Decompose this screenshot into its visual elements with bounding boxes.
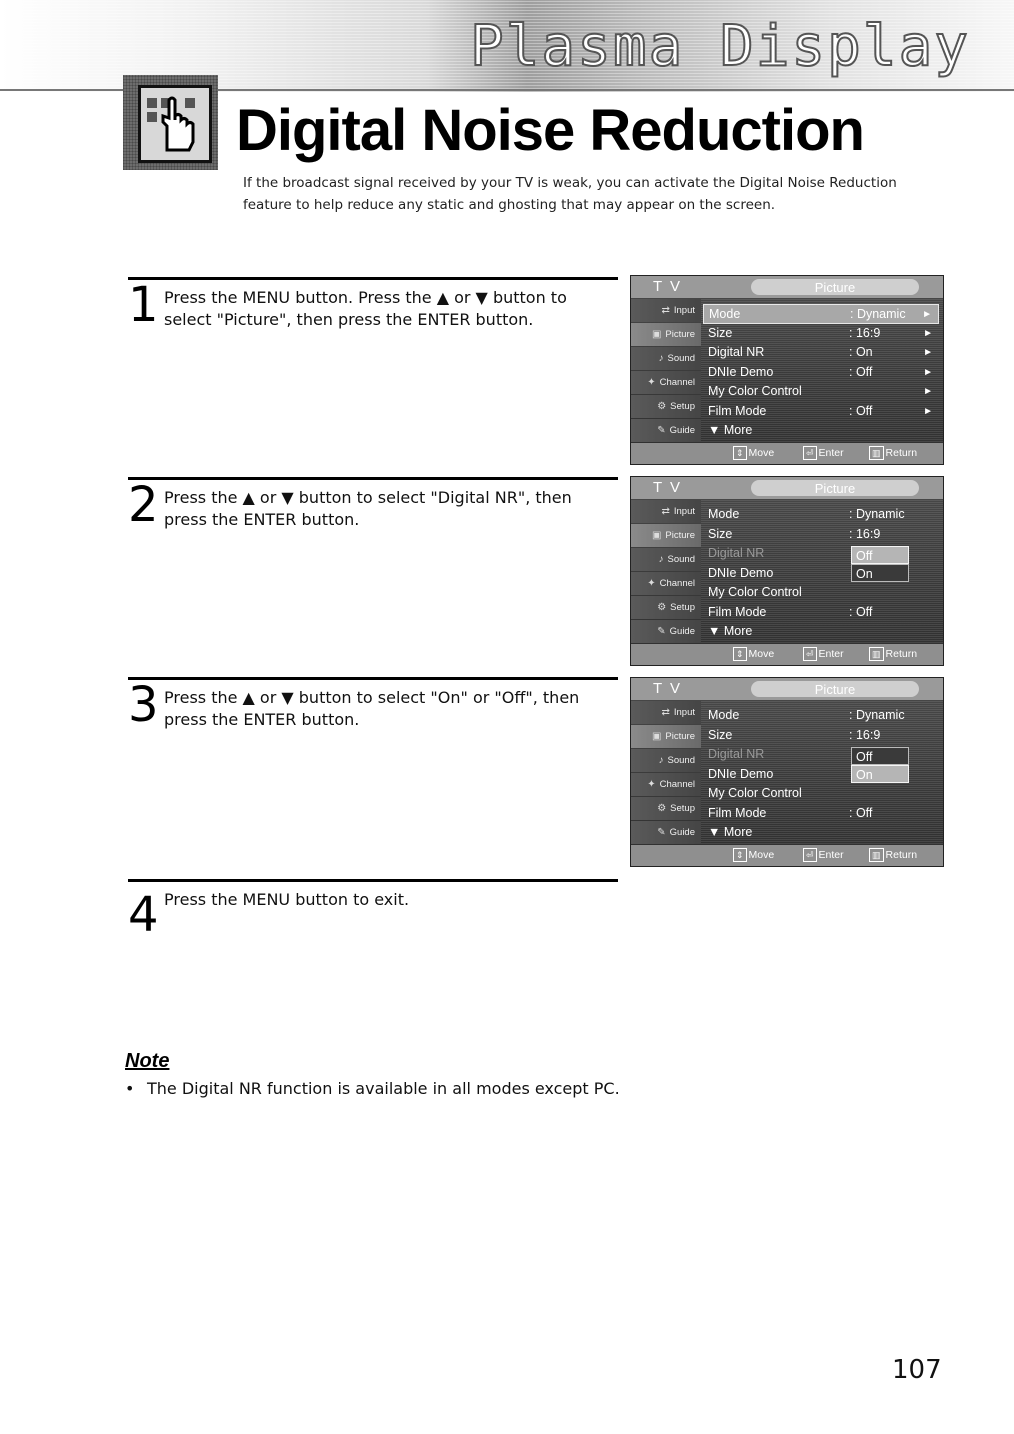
osd-row-more[interactable] (703, 622, 939, 642)
step-text: Press the ▲ or ▼ button to select "On" or "Off", then press the ENTER button. (164, 688, 580, 729)
osd-sidebar (631, 499, 701, 644)
note-heading: Note (125, 1050, 170, 1072)
osd-row-label: Digital NR (708, 546, 765, 560)
arrow-right-icon: ► (923, 347, 933, 358)
osd-tv-label: T V (653, 680, 683, 697)
note-list (125, 1078, 825, 1100)
osd-screen-2 (630, 476, 944, 666)
osd-sidebar-item-channel[interactable] (631, 572, 701, 595)
osd-sidebar-label: Picture (665, 329, 695, 340)
page-number: 107 (892, 1355, 942, 1385)
osd-row-value: : Off (849, 604, 873, 619)
osd-header (631, 477, 943, 499)
osd-sidebar-label: Channel (659, 779, 695, 790)
osd-sidebar-item-guide[interactable] (631, 620, 701, 643)
osd-row-value: : Off (849, 805, 873, 820)
osd-row-mode[interactable] (703, 304, 939, 324)
osd-footer-enter: ⏎ Enter (803, 443, 844, 464)
osd-sidebar-label: Setup (670, 602, 695, 613)
osd-footer-move: ⇕ Move (733, 443, 774, 464)
step-text: Press the MENU button to exit. (164, 890, 410, 909)
channel-icon: ✦ (647, 578, 656, 589)
input-icon: ⇄ (661, 707, 670, 718)
osd-row-my-color-control[interactable] (703, 784, 939, 804)
osd-footer-move: ⇕ Move (733, 845, 774, 866)
osd-sidebar (631, 298, 701, 443)
osd-footer-return: ▥ Return (869, 443, 917, 464)
osd-sidebar-label: Input (673, 707, 695, 718)
arrow-right-icon: ► (923, 366, 933, 378)
osd-row-value: : Dynamic (850, 307, 906, 321)
osd-sidebar-item-setup[interactable] (631, 797, 701, 820)
osd-row-label: Digital NR (708, 345, 765, 359)
osd-row-label: ▼ More (708, 423, 753, 437)
osd-row-more[interactable] (703, 823, 939, 843)
osd-sidebar-label: Setup (670, 401, 695, 412)
step-divider (128, 477, 618, 480)
osd-row-label: My Color Control (708, 384, 802, 398)
step-divider (128, 277, 618, 280)
osd-sidebar-label: Input (673, 305, 695, 316)
osd-sidebar-label: Input (673, 506, 695, 517)
osd-header (631, 678, 943, 700)
osd-row-label: Film Mode (708, 604, 767, 619)
step-divider (128, 677, 618, 680)
osd-row-value: : 16:9 (849, 727, 881, 742)
osd-row-label: Film Mode (708, 805, 767, 820)
return-icon: ▥ (869, 446, 884, 460)
step-number: 1 (128, 277, 159, 333)
osd-sidebar-item-input[interactable] (631, 500, 701, 523)
osd-option-off[interactable]: Off (851, 747, 909, 765)
osd-menu-list (703, 304, 939, 441)
osd-footer-return: ▥ Return (869, 644, 917, 665)
osd-sidebar-item-setup[interactable] (631, 596, 701, 619)
osd-option-on[interactable]: On (851, 564, 909, 582)
bullet-icon: • (125, 1079, 135, 1098)
step-text: Press the ▲ or ▼ button to select "Digital NR", then press the ENTER button. (164, 488, 572, 529)
osd-sidebar-item-guide[interactable] (631, 419, 701, 442)
osd-row-mode[interactable] (703, 706, 939, 726)
osd-row-film-mode[interactable] (703, 402, 939, 422)
osd-row-value: : Dynamic (849, 708, 905, 722)
osd-row-label: ▼ More (708, 624, 753, 638)
enter-icon: ⏎ (803, 647, 817, 661)
osd-row-value: : 16:9 (849, 325, 881, 340)
osd-row-label: My Color Control (708, 585, 802, 599)
sound-icon: ♪ (658, 353, 664, 364)
osd-menu-title: Picture (814, 280, 856, 295)
osd-sidebar-item-setup[interactable] (631, 395, 701, 418)
osd-row-label: Size (708, 325, 733, 340)
osd-row-value: : On (849, 345, 873, 359)
move-icon: ⇕ (733, 446, 747, 460)
osd-sidebar (631, 700, 701, 845)
osd-sidebar-label: Picture (665, 731, 695, 742)
osd-sidebar-label: Sound (667, 755, 695, 766)
osd-sidebar-item-input[interactable] (631, 701, 701, 724)
osd-sidebar-item-picture[interactable] (631, 725, 701, 748)
sound-icon: ♪ (658, 554, 664, 565)
osd-tv-label: T V (653, 278, 683, 295)
osd-sidebar-label: Setup (670, 803, 695, 814)
osd-footer-return: ▥ Return (869, 845, 917, 866)
return-icon: ▥ (869, 848, 884, 862)
arrow-right-icon: ► (922, 309, 932, 320)
osd-sidebar-item-picture[interactable] (631, 323, 701, 346)
osd-menu-title: Picture (814, 481, 856, 496)
input-icon: ⇄ (661, 305, 670, 316)
osd-screen-3 (630, 677, 944, 867)
osd-row-value: : 16:9 (849, 526, 881, 541)
guide-icon: ✎ (657, 827, 666, 838)
osd-footer (631, 443, 943, 464)
note-item (125, 1078, 825, 1100)
osd-footer-enter: ⏎ Enter (803, 644, 844, 665)
picture-icon: ▣ (651, 731, 662, 742)
osd-footer-move: ⇕ Move (733, 644, 774, 665)
osd-sidebar-item-channel[interactable] (631, 371, 701, 394)
osd-row-label: ▼ More (708, 825, 753, 839)
picture-icon: ▣ (651, 530, 662, 541)
osd-header (631, 276, 943, 298)
step-text: Press the MENU button. Press the ▲ or ▼ button to select "Picture", then press the ENTER button. (164, 288, 567, 329)
osd-row-label: Size (708, 526, 733, 541)
step-number: 4 (128, 887, 159, 943)
section-icon-box (123, 75, 218, 170)
osd-footer (631, 644, 943, 665)
setup-icon: ⚙ (657, 803, 667, 814)
input-icon: ⇄ (661, 506, 670, 517)
hand-pointer-icon (138, 85, 212, 163)
osd-sidebar-item-channel[interactable] (631, 773, 701, 796)
arrow-right-icon: ► (923, 327, 933, 339)
note-item-text: The Digital NR function is available in all modes except PC. (147, 1079, 620, 1098)
osd-row-value: : Dynamic (849, 507, 905, 521)
osd-row-label: Mode (708, 708, 740, 722)
osd-sidebar-label: Channel (659, 578, 695, 589)
osd-row-film-mode[interactable] (703, 804, 939, 824)
enter-icon: ⏎ (803, 446, 817, 460)
osd-row-label: My Color Control (708, 786, 802, 800)
osd-row-value: : Off (849, 403, 873, 418)
osd-row-label: DNIe Demo (708, 565, 774, 580)
step-number: 3 (128, 677, 159, 733)
picture-icon: ▣ (651, 329, 662, 340)
osd-row-label: DNIe Demo (708, 766, 774, 781)
osd-row-my-color-control[interactable] (703, 583, 939, 603)
osd-sidebar-label: Guide (669, 827, 695, 838)
osd-tv-label: T V (653, 479, 683, 496)
osd-row-label: Film Mode (708, 403, 767, 418)
osd-row-label: DNIe Demo (708, 364, 774, 379)
osd-row-mode[interactable] (703, 505, 939, 525)
osd-footer (631, 845, 943, 866)
osd-sidebar-label: Picture (665, 530, 695, 541)
osd-sidebar-item-sound[interactable] (631, 347, 701, 370)
osd-screen-1 (630, 275, 944, 465)
osd-row-dnie-demo[interactable] (703, 363, 939, 383)
osd-footer-enter: ⏎ Enter (803, 845, 844, 866)
setup-icon: ⚙ (657, 602, 667, 613)
guide-icon: ✎ (657, 626, 666, 637)
enter-icon: ⏎ (803, 848, 817, 862)
osd-row-label: Mode (709, 307, 741, 321)
osd-row-size[interactable] (703, 525, 939, 545)
osd-row-digital-nr[interactable] (703, 343, 939, 363)
osd-row-film-mode[interactable] (703, 603, 939, 623)
osd-row-value: : Off (849, 364, 873, 379)
osd-sidebar-item-sound[interactable] (631, 548, 701, 571)
osd-menu-title: Picture (814, 682, 856, 697)
osd-row-label: Digital NR (708, 747, 765, 761)
osd-option-on[interactable]: On (851, 765, 909, 783)
step-number: 2 (128, 477, 159, 533)
osd-sidebar-item-picture[interactable] (631, 524, 701, 547)
osd-sidebar-label: Sound (667, 554, 695, 565)
osd-sidebar-label: Guide (669, 626, 695, 637)
osd-sidebar-label: Channel (659, 377, 695, 388)
banner-title: Plasma Display (470, 14, 971, 79)
osd-row-label: Size (708, 727, 733, 742)
osd-row-my-color-control[interactable] (703, 382, 939, 402)
guide-icon: ✎ (657, 425, 666, 436)
osd-row-size[interactable] (703, 324, 939, 344)
page-title: Digital Noise Reduction (236, 98, 864, 163)
arrow-right-icon: ► (923, 405, 933, 417)
osd-row-label: Mode (708, 507, 740, 521)
osd-sidebar-label: Sound (667, 353, 695, 364)
setup-icon: ⚙ (657, 401, 667, 412)
channel-icon: ✦ (647, 779, 656, 790)
osd-row-more[interactable] (703, 421, 939, 441)
move-icon: ⇕ (733, 647, 747, 661)
osd-sidebar-label: Guide (669, 425, 695, 436)
osd-sidebar-item-input[interactable] (631, 299, 701, 322)
move-icon: ⇕ (733, 848, 747, 862)
osd-sidebar-item-sound[interactable] (631, 749, 701, 772)
step-divider (128, 879, 618, 882)
return-icon: ▥ (869, 647, 884, 661)
osd-row-size[interactable] (703, 726, 939, 746)
channel-icon: ✦ (647, 377, 656, 388)
arrow-right-icon: ► (923, 386, 933, 397)
intro-paragraph: If the broadcast signal received by your TV is weak, you can activate the Digital Noise Reduction feature to help reduce any static and ghosting that may appear on the screen. (243, 175, 897, 213)
osd-option-off[interactable]: Off (851, 546, 909, 564)
sound-icon: ♪ (658, 755, 664, 766)
osd-sidebar-item-guide[interactable] (631, 821, 701, 844)
